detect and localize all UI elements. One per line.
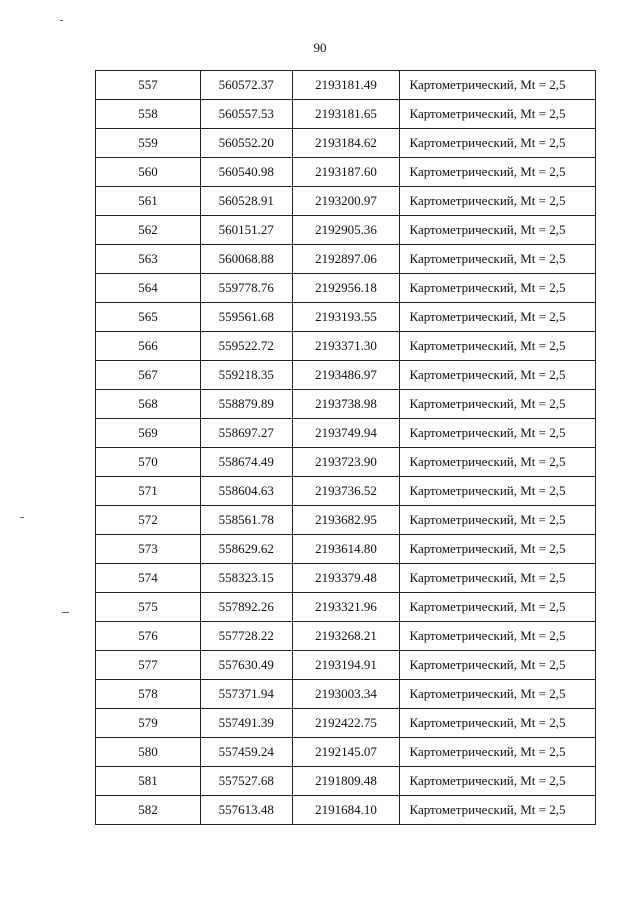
table-row [96,71,596,100]
table-row [96,709,596,738]
y-coordinate-cell: 2193193.55 [292,303,400,332]
method-description-cell: Картометрический, Mt = 2,5 [400,419,596,448]
x-coordinate-cell: 560572.37 [200,71,292,100]
y-coordinate-cell: 2193181.65 [292,100,400,129]
x-coordinate-cell: 560557.53 [200,100,292,129]
x-coordinate-cell: 557630.49 [200,651,292,680]
method-description-cell: Картометрический, Mt = 2,5 [400,796,596,825]
method-description-cell: Картометрический, Mt = 2,5 [400,622,596,651]
table-row [96,506,596,535]
y-coordinate-cell: 2192897.06 [292,245,400,274]
x-coordinate-cell: 557527.68 [200,767,292,796]
point-number-cell: 578 [96,680,201,709]
table-row [96,651,596,680]
point-number-cell: 563 [96,245,201,274]
page-number: 90 [313,40,327,55]
y-coordinate-cell: 2193200.97 [292,187,400,216]
table-row [96,100,596,129]
point-number-cell: 576 [96,622,201,651]
y-coordinate-cell: 2193723.90 [292,448,400,477]
table-row [96,390,596,419]
table-row [96,738,596,767]
x-coordinate-cell: 557728.22 [200,622,292,651]
y-coordinate-cell: 2193187.60 [292,158,400,187]
x-coordinate-cell: 557491.39 [200,709,292,738]
method-description-cell: Картометрический, Mt = 2,5 [400,680,596,709]
x-coordinate-cell: 559218.35 [200,361,292,390]
table-row [96,187,596,216]
x-coordinate-cell: 558674.49 [200,448,292,477]
point-number-cell: 581 [96,767,201,796]
point-number-cell: 580 [96,738,201,767]
method-description-cell: Картометрический, Mt = 2,5 [400,390,596,419]
method-description-cell: Картометрический, Mt = 2,5 [400,535,596,564]
y-coordinate-cell: 2193738.98 [292,390,400,419]
point-number-cell: 568 [96,390,201,419]
method-description-cell: Картометрический, Mt = 2,5 [400,361,596,390]
coordinates-table [95,70,596,825]
method-description-cell: Картометрический, Mt = 2,5 [400,274,596,303]
point-number-cell: 575 [96,593,201,622]
table-row [96,448,596,477]
method-description-cell: Картометрический, Mt = 2,5 [400,738,596,767]
y-coordinate-cell: 2193184.62 [292,129,400,158]
table-row [96,419,596,448]
point-number-cell: 560 [96,158,201,187]
method-description-cell: Картометрический, Mt = 2,5 [400,129,596,158]
table-row [96,767,596,796]
point-number-cell: 566 [96,332,201,361]
y-coordinate-cell: 2192145.07 [292,738,400,767]
point-number-cell: 574 [96,564,201,593]
table-row [96,216,596,245]
x-coordinate-cell: 559778.76 [200,274,292,303]
x-coordinate-cell: 558697.27 [200,419,292,448]
point-number-cell: 572 [96,506,201,535]
point-number-cell: 571 [96,477,201,506]
table-row [96,245,596,274]
point-number-cell: 569 [96,419,201,448]
x-coordinate-cell: 557371.94 [200,680,292,709]
x-coordinate-cell: 560528.91 [200,187,292,216]
y-coordinate-cell: 2193682.95 [292,506,400,535]
point-number-cell: 579 [96,709,201,738]
x-coordinate-cell: 560540.98 [200,158,292,187]
y-coordinate-cell: 2192905.36 [292,216,400,245]
table-row [96,477,596,506]
table-row [96,796,596,825]
method-description-cell: Картометрический, Mt = 2,5 [400,709,596,738]
y-coordinate-cell: 2193371.30 [292,332,400,361]
y-coordinate-cell: 2193194.91 [292,651,400,680]
method-description-cell: Картометрический, Mt = 2,5 [400,506,596,535]
x-coordinate-cell: 558561.78 [200,506,292,535]
method-description-cell: Картометрический, Mt = 2,5 [400,477,596,506]
x-coordinate-cell: 557892.26 [200,593,292,622]
method-description-cell: Картометрический, Mt = 2,5 [400,187,596,216]
point-number-cell: 565 [96,303,201,332]
x-coordinate-cell: 558323.15 [200,564,292,593]
y-coordinate-cell: 2193749.94 [292,419,400,448]
x-coordinate-cell: 560151.27 [200,216,292,245]
method-description-cell: Картометрический, Mt = 2,5 [400,651,596,680]
x-coordinate-cell: 558604.63 [200,477,292,506]
method-description-cell: Картометрический, Mt = 2,5 [400,564,596,593]
y-coordinate-cell: 2193614.80 [292,535,400,564]
table-row [96,274,596,303]
point-number-cell: 570 [96,448,201,477]
x-coordinate-cell: 557613.48 [200,796,292,825]
table-row [96,622,596,651]
y-coordinate-cell: 2193486.97 [292,361,400,390]
point-number-cell: 573 [96,535,201,564]
scan-speck [20,517,24,518]
table-row [96,593,596,622]
x-coordinate-cell: 558629.62 [200,535,292,564]
y-coordinate-cell: 2192422.75 [292,709,400,738]
method-description-cell: Картометрический, Mt = 2,5 [400,448,596,477]
method-description-cell: Картометрический, Mt = 2,5 [400,216,596,245]
method-description-cell: Картометрический, Mt = 2,5 [400,245,596,274]
method-description-cell: Картометрический, Mt = 2,5 [400,71,596,100]
table-row [96,535,596,564]
y-coordinate-cell: 2192956.18 [292,274,400,303]
point-number-cell: 562 [96,216,201,245]
method-description-cell: Картометрический, Mt = 2,5 [400,767,596,796]
y-coordinate-cell: 2193321.96 [292,593,400,622]
x-coordinate-cell: 560068.88 [200,245,292,274]
point-number-cell: 582 [96,796,201,825]
method-description-cell: Картометрический, Mt = 2,5 [400,332,596,361]
scan-speck [62,612,69,613]
coordinates-table-body [96,71,596,825]
point-number-cell: 564 [96,274,201,303]
point-number-cell: 558 [96,100,201,129]
table-row [96,564,596,593]
y-coordinate-cell: 2191684.10 [292,796,400,825]
method-description-cell: Картометрический, Mt = 2,5 [400,100,596,129]
y-coordinate-cell: 2193268.21 [292,622,400,651]
x-coordinate-cell: 559522.72 [200,332,292,361]
table-row [96,129,596,158]
table-row [96,158,596,187]
point-number-cell: 567 [96,361,201,390]
x-coordinate-cell: 558879.89 [200,390,292,419]
y-coordinate-cell: 2193379.48 [292,564,400,593]
x-coordinate-cell: 560552.20 [200,129,292,158]
table-row [96,303,596,332]
table-row [96,361,596,390]
y-coordinate-cell: 2193003.34 [292,680,400,709]
point-number-cell: 561 [96,187,201,216]
table-row [96,332,596,361]
method-description-cell: Картометрический, Mt = 2,5 [400,593,596,622]
x-coordinate-cell: 559561.68 [200,303,292,332]
method-description-cell: Картометрический, Mt = 2,5 [400,158,596,187]
scan-speck [60,20,63,21]
y-coordinate-cell: 2191809.48 [292,767,400,796]
point-number-cell: 559 [96,129,201,158]
x-coordinate-cell: 557459.24 [200,738,292,767]
y-coordinate-cell: 2193736.52 [292,477,400,506]
point-number-cell: 577 [96,651,201,680]
table-row [96,680,596,709]
method-description-cell: Картометрический, Mt = 2,5 [400,303,596,332]
point-number-cell: 557 [96,71,201,100]
y-coordinate-cell: 2193181.49 [292,71,400,100]
